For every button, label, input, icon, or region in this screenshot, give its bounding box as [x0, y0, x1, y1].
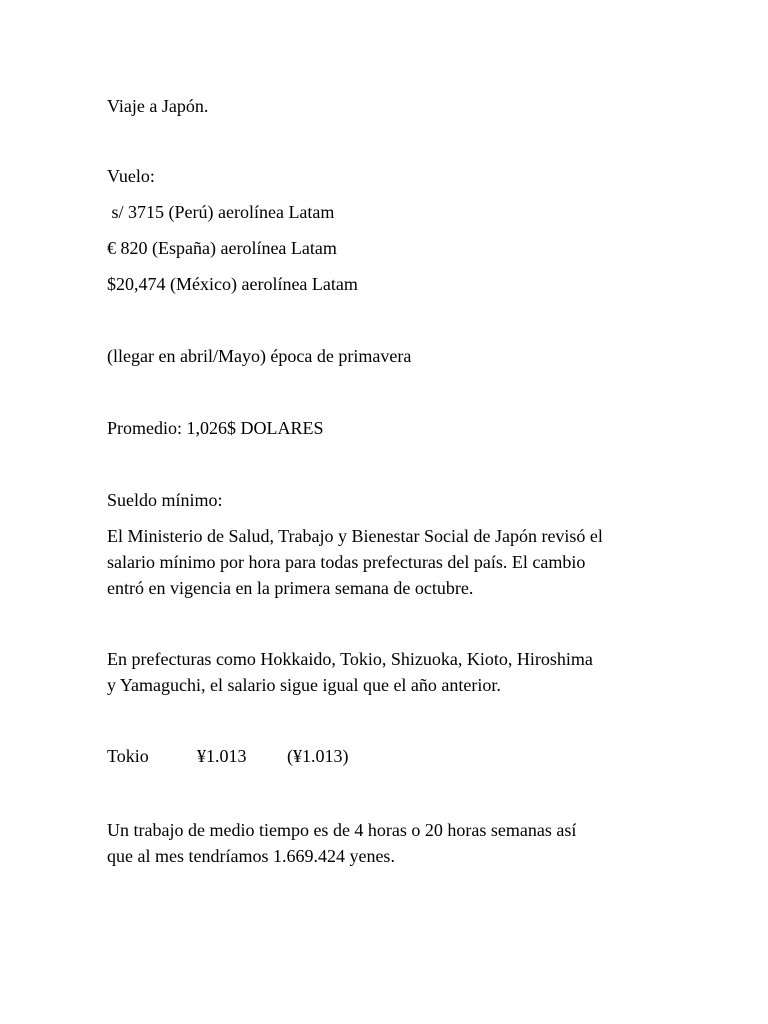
flight-price-peru: s/ 3715 (Perú) aerolínea Latam	[107, 202, 335, 222]
flight-heading: Vuelo:	[107, 166, 155, 186]
arrival-note: (llegar en abril/Mayo) época de primavera	[107, 346, 412, 366]
prefectures-line: En prefecturas como Hokkaido, Tokio, Shizuoka, Kioto, Hiroshima	[107, 649, 593, 669]
part-time-line: que al mes tendríamos 1.669.424 yenes.	[107, 846, 395, 866]
wage-paragraph-line: El Ministerio de Salud, Trabajo y Bienestar Social de Japón revisó el	[107, 526, 603, 546]
document-title: Viaje a Japón.	[107, 96, 209, 116]
tokyo-city: Tokio	[107, 746, 149, 766]
flight-price-spain: € 820 (España) aerolínea Latam	[107, 238, 337, 258]
wage-paragraph	[107, 523, 677, 601]
tokyo-previous-wage: (¥1.013)	[287, 746, 349, 766]
wage-paragraph-line: salario mínimo por hora para todas prefecturas del país. El cambio	[107, 552, 586, 572]
wage-heading: Sueldo mínimo:	[107, 490, 223, 510]
tokyo-wage: ¥1.013	[197, 746, 247, 766]
flight-price-mexico: $20,474 (México) aerolínea Latam	[107, 274, 358, 294]
part-time-line: Un trabajo de medio tiempo es de 4 horas o 20 horas semanas así	[107, 820, 577, 840]
wage-paragraph-line: entró en vigencia en la primera semana de octubre.	[107, 578, 474, 598]
part-time-paragraph	[107, 817, 677, 869]
average-price: Promedio: 1,026$ DOLARES	[107, 418, 324, 438]
prefectures-line: y Yamaguchi, el salario sigue igual que el año anterior.	[107, 675, 501, 695]
prefectures-paragraph	[107, 646, 677, 698]
